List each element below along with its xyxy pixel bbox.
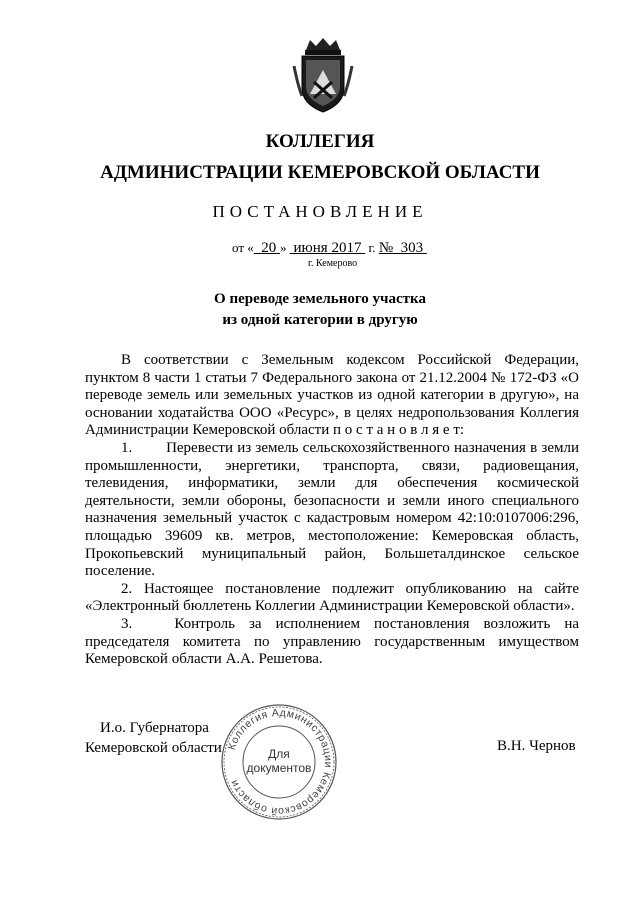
official-seal-stamp (219, 702, 339, 822)
subject-line-1: О переводе земельного участка (214, 291, 426, 307)
date-close-quote: » (280, 240, 287, 255)
intro-paragraph: В соответствии с Земельным кодексом Российской Федерации, пунктом 8 части 1 статьи 7 Федерального закона от 21.12.2004 № 172-ФЗ «О переводе земель или земельных участков из одной категории в другую», на основании ходатайства ООО «Ресурс», в целях недропользования Коллегия Администрации Кемеровской области п о с т а н о в л я е т: (85, 352, 579, 439)
seal-center-line-1: Для (268, 747, 290, 761)
document-body (85, 352, 579, 669)
signatory-title (85, 718, 222, 758)
date-day: 20 (261, 240, 277, 256)
document-subject (0, 289, 640, 331)
item-1-paragraph: 1. Перевести из земель сельскохозяйственного назначения в земли промышленности, энергетики, транспорта, связи, радиовещания, телевидения, информатики, земли для обеспечения космической деятельности, земли обороны, безопасности и земли иного специального назначения земельный участок с кадастровым номером 42:10:0107006:296, площадью 39609 кв. метров, местоположение: Кемеровская область, Прокопьевский муниципальный район, Большеталдинское сельское поселение. (85, 439, 579, 580)
date-number-line (232, 240, 427, 257)
item-2-paragraph: 2. Настоящее постановление подлежит опубликованию на сайте «Электронный бюллетень Коллегии Администрации Кемеровской области». (85, 580, 579, 615)
signatory-name: В.Н. Чернов (497, 738, 576, 754)
city-label: г. Кемерово (308, 258, 358, 269)
date-year-suffix: г. (368, 240, 376, 255)
seal-center-line-2: документов (246, 761, 312, 775)
document-number: № 303 (378, 240, 424, 256)
coat-of-arms-emblem (292, 36, 354, 116)
date-prefix: от « (232, 240, 254, 255)
signatory-title-line-2: Кемеровской области (85, 740, 222, 756)
signatory-title-line-1: И.о. Губернатора (100, 720, 209, 736)
organization-title: КОЛЛЕГИЯ (265, 131, 375, 152)
organization-subtitle: АДМИНИСТРАЦИИ КЕМЕРОВСКОЙ ОБЛАСТИ (100, 162, 540, 183)
date-month: июня 2017 (293, 240, 362, 256)
document-type: ПОСТАНОВЛЕНИЕ (212, 202, 428, 221)
seal-ring-text: Коллегия Администрации Кемеровской области (225, 706, 335, 818)
subject-line-2: из одной категории в другую (222, 312, 418, 328)
item-3-paragraph: 3. Контроль за исполнением постановления возложить на председателя комитета по управлению государственным имуществом Кемеровской области А.А. Решетова. (85, 615, 579, 668)
